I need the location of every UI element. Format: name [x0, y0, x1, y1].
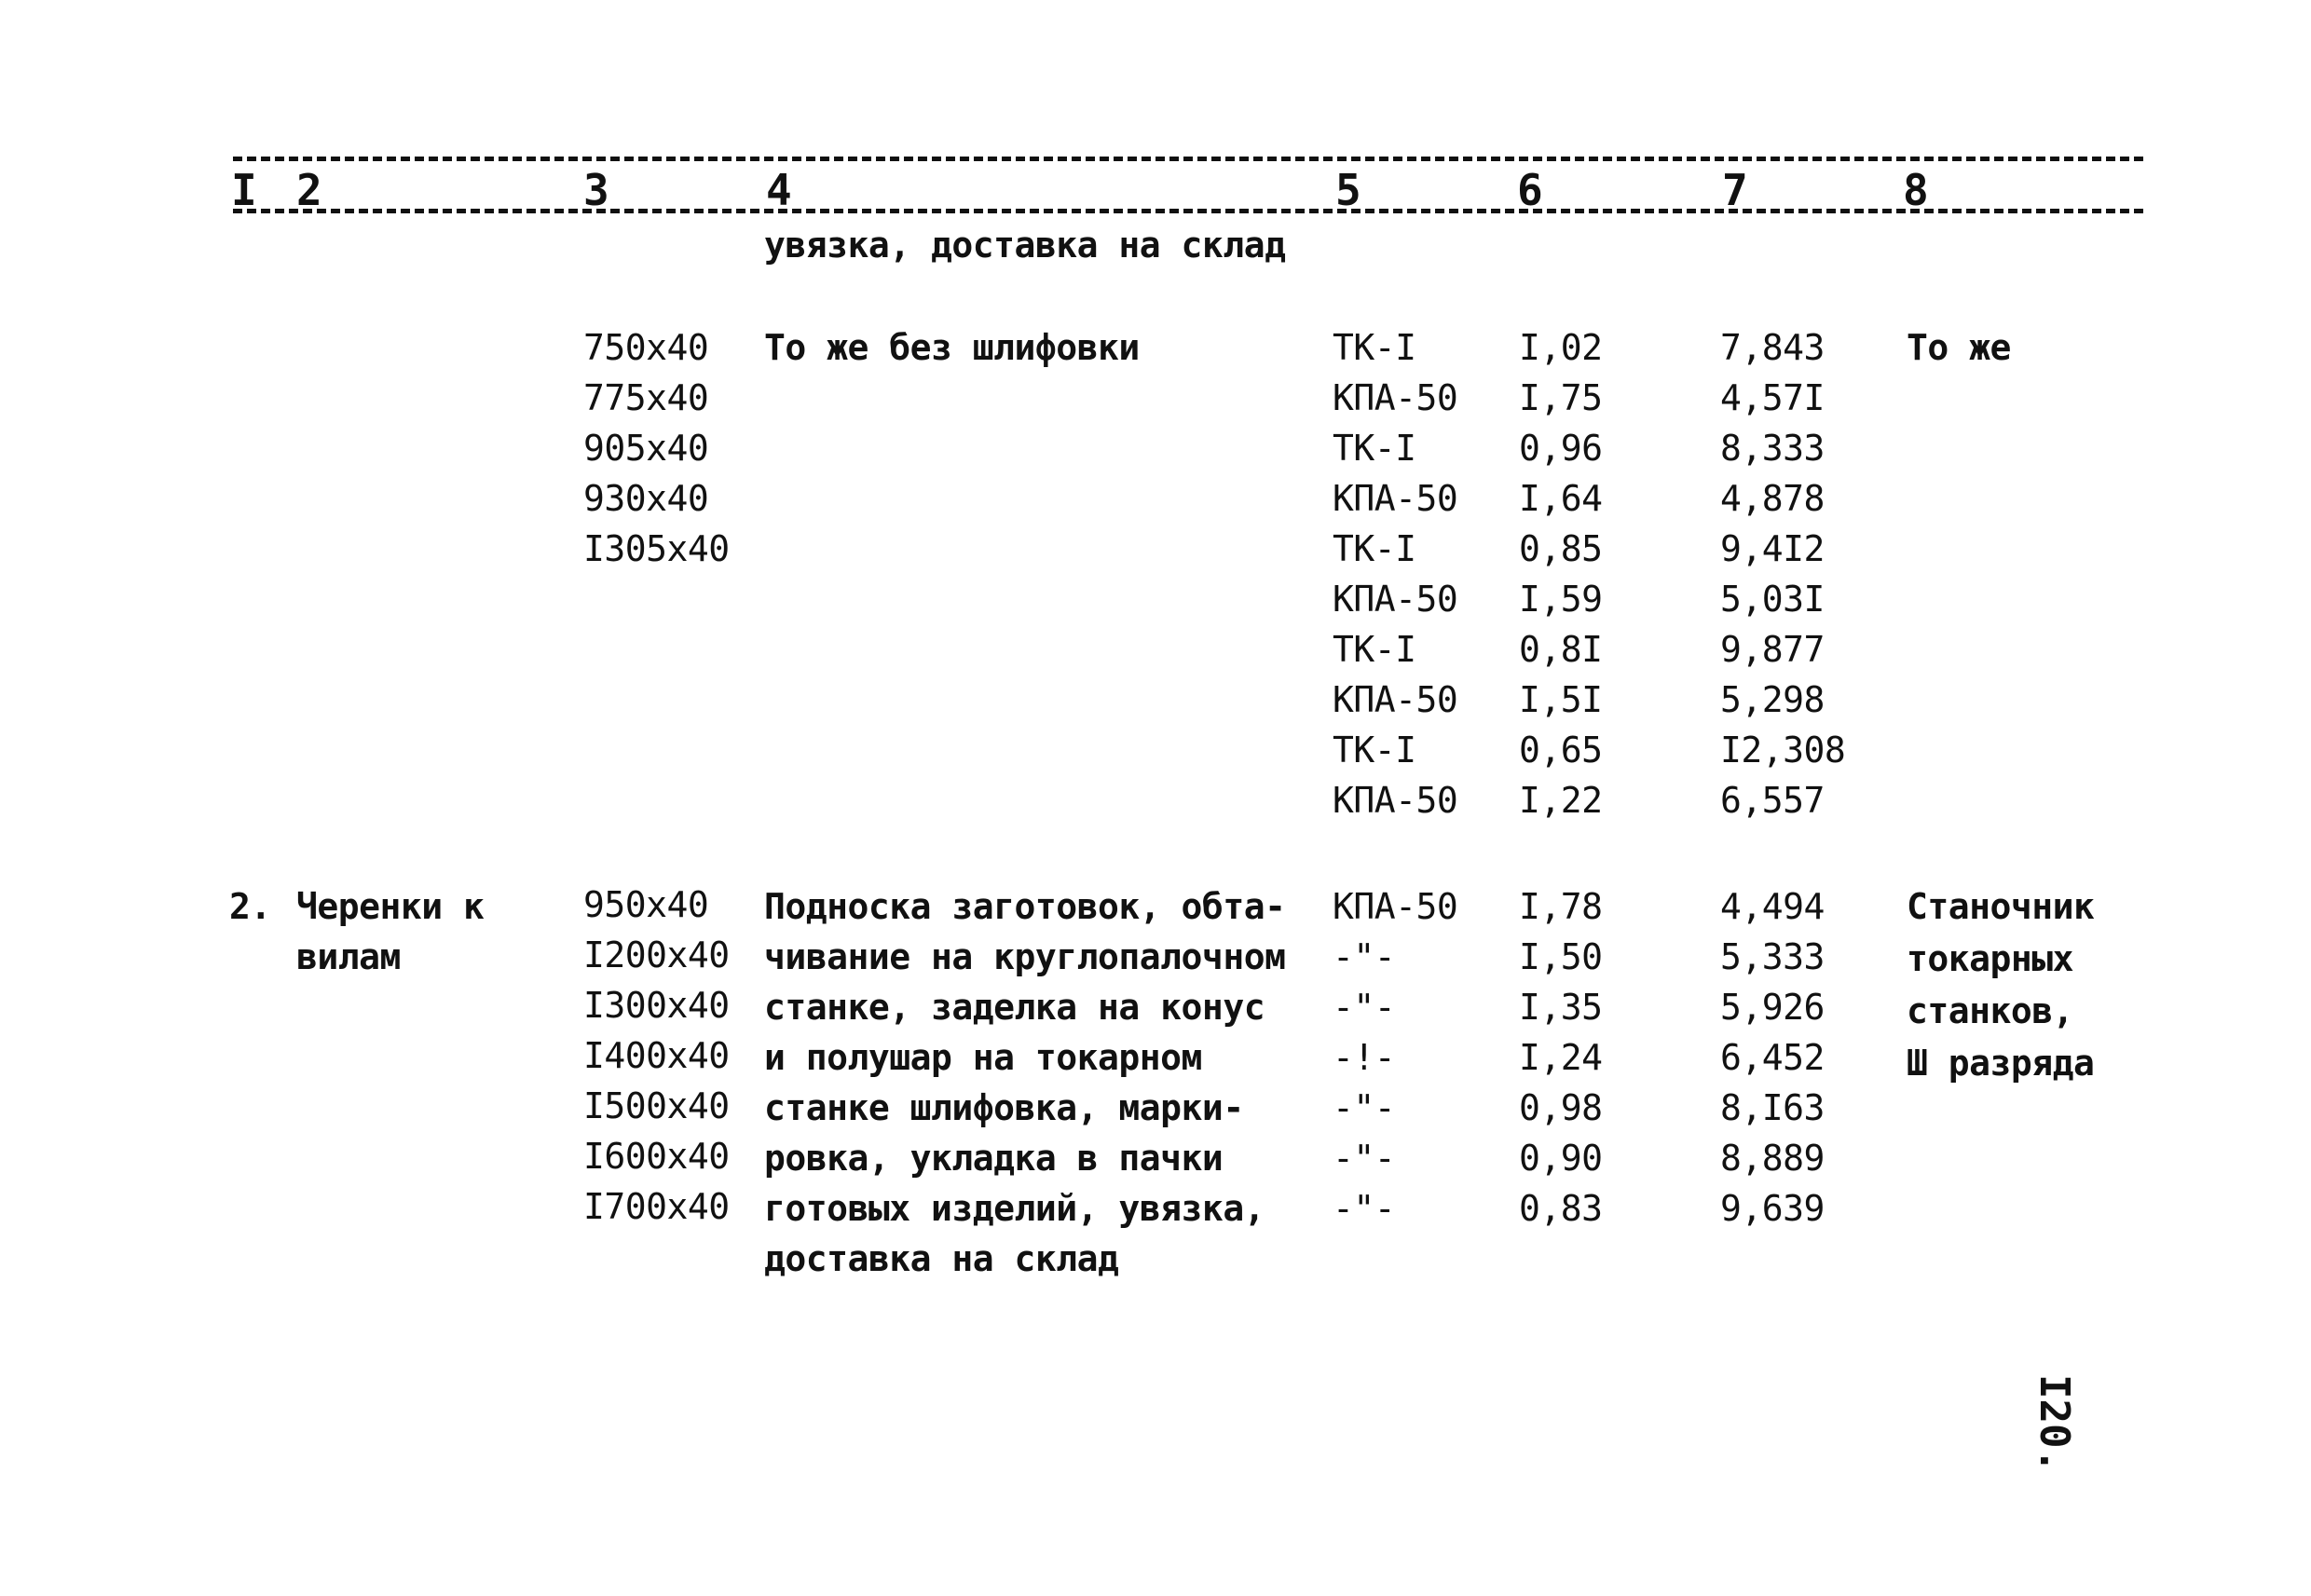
block2-description-line-6: ровка, укладка в пачки: [764, 1138, 1224, 1179]
header-top-rule: [233, 157, 2143, 161]
block2-description-line-2: чивание на круглопалочном: [764, 936, 1286, 977]
block2-machine-6: -"-: [1333, 1138, 1396, 1179]
block1-output-norm-1: 7,843: [1720, 327, 1825, 368]
block1-time-norm-6: I,59: [1519, 579, 1603, 620]
block2-machine-3: -"-: [1333, 987, 1396, 1028]
block2-worker-line-2: токарных: [1907, 938, 2074, 979]
block2-item-name-line-2: вилам: [296, 936, 401, 977]
block1-output-norm-6: 5,03I: [1720, 579, 1825, 620]
block1-machine-8: КПА-50: [1333, 679, 1458, 720]
block2-time-norm-3: I,35: [1519, 987, 1603, 1028]
block1-size-4: 930x40: [583, 478, 709, 519]
block1-machine-3: ТК-I: [1333, 428, 1416, 469]
block1-machine-4: КПА-50: [1333, 478, 1458, 519]
block2-worker-line-3: станков,: [1907, 990, 2074, 1031]
column-number-1: I: [231, 165, 257, 215]
column-number-7: 7: [1722, 165, 1748, 215]
block1-output-norm-8: 5,298: [1720, 679, 1825, 720]
block2-output-norm-2: 5,333: [1720, 936, 1825, 977]
block2-size-5: I500x40: [583, 1085, 730, 1126]
block1-size-5: I305x40: [583, 528, 730, 569]
block2-machine-7: -"-: [1333, 1188, 1396, 1229]
block1-machine-2: КПА-50: [1333, 377, 1458, 418]
block1-output-norm-5: 9,4I2: [1720, 528, 1825, 569]
block1-time-norm-2: I,75: [1519, 377, 1603, 418]
block1-machine-10: КПА-50: [1333, 780, 1458, 821]
block2-size-4: I400x40: [583, 1035, 730, 1076]
block2-item-name-line-1: Черенки к: [296, 886, 485, 927]
block1-time-norm-1: I,02: [1519, 327, 1603, 368]
block2-machine-1: КПА-50: [1333, 886, 1458, 927]
block2-output-norm-6: 8,889: [1720, 1138, 1825, 1179]
block1-machine-5: ТК-I: [1333, 528, 1416, 569]
block1-output-norm-10: 6,557: [1720, 780, 1825, 821]
column-number-3: 3: [583, 165, 609, 215]
block1-output-norm-9: I2,308: [1720, 730, 1846, 771]
block2-worker-line-4: Ш разряда: [1907, 1043, 2095, 1084]
block1-output-norm-3: 8,333: [1720, 428, 1825, 469]
block2-output-norm-3: 5,926: [1720, 987, 1825, 1028]
block2-description-line-1: Подноска заготовок, обта-: [764, 886, 1286, 927]
block2-size-2: I200x40: [583, 934, 730, 975]
block2-output-norm-4: 6,452: [1720, 1037, 1825, 1078]
block1-time-norm-7: 0,8I: [1519, 629, 1603, 670]
block1-machine-1: ТК-I: [1333, 327, 1416, 368]
block2-description-line-7: готовых изделий, увязка,: [764, 1188, 1265, 1229]
block2-size-1: 950x40: [583, 884, 709, 925]
block2-description-line-5: станке шлифовка, марки-: [764, 1087, 1244, 1128]
block2-time-norm-7: 0,83: [1519, 1188, 1603, 1229]
block2-description-line-8: доставка на склад: [764, 1238, 1119, 1279]
block2-time-norm-2: I,50: [1519, 936, 1603, 977]
block2-size-3: I300x40: [583, 985, 730, 1026]
block2-output-norm-5: 8,I63: [1720, 1087, 1825, 1128]
block2-time-norm-5: 0,98: [1519, 1087, 1603, 1128]
block2-item-number: 2.: [229, 886, 271, 927]
column-number-8: 8: [1903, 165, 1929, 215]
block2-worker-line-1: Станочник: [1907, 886, 2095, 927]
block1-time-norm-4: I,64: [1519, 478, 1603, 519]
header-bottom-rule: [233, 209, 2143, 213]
block1-machine-9: ТК-I: [1333, 730, 1416, 771]
block1-output-norm-2: 4,57I: [1720, 377, 1825, 418]
block2-output-norm-7: 9,639: [1720, 1188, 1825, 1229]
block2-description-line-4: и полушар на токарном: [764, 1037, 1202, 1078]
column-number-2: 2: [296, 165, 322, 215]
column-number-5: 5: [1335, 165, 1361, 215]
column-number-6: 6: [1517, 165, 1543, 215]
block2-machine-2: -"-: [1333, 936, 1396, 977]
column-number-4: 4: [766, 165, 792, 215]
block1-description: То же без шлифовки: [764, 327, 1140, 368]
block1-size-3: 905x40: [583, 428, 709, 469]
block1-time-norm-9: 0,65: [1519, 730, 1603, 771]
block1-machine-6: КПА-50: [1333, 579, 1458, 620]
block1-time-norm-3: 0,96: [1519, 428, 1603, 469]
block2-time-norm-4: I,24: [1519, 1037, 1603, 1078]
block1-size-1: 750x40: [583, 327, 709, 368]
block2-machine-4: -!-: [1333, 1037, 1396, 1078]
block1-worker: То же: [1907, 327, 2011, 368]
block1-output-norm-7: 9,877: [1720, 629, 1825, 670]
block2-machine-5: -"-: [1333, 1087, 1396, 1128]
block1-size-2: 775x40: [583, 377, 709, 418]
page-number: I20.: [2031, 1374, 2078, 1473]
block1-time-norm-5: 0,85: [1519, 528, 1603, 569]
block1-time-norm-8: I,5I: [1519, 679, 1603, 720]
block1-output-norm-4: 4,878: [1720, 478, 1825, 519]
block1-machine-7: ТК-I: [1333, 629, 1416, 670]
block2-description-line-3: станке, заделка на конус: [764, 987, 1265, 1028]
block2-size-6: I600x40: [583, 1136, 730, 1177]
block2-output-norm-1: 4,494: [1720, 886, 1825, 927]
block2-size-7: I700x40: [583, 1186, 730, 1227]
block2-time-norm-1: I,78: [1519, 886, 1603, 927]
block2-time-norm-6: 0,90: [1519, 1138, 1603, 1179]
continuation-description: увязка, доставка на склад: [764, 225, 1286, 266]
block1-time-norm-10: I,22: [1519, 780, 1603, 821]
